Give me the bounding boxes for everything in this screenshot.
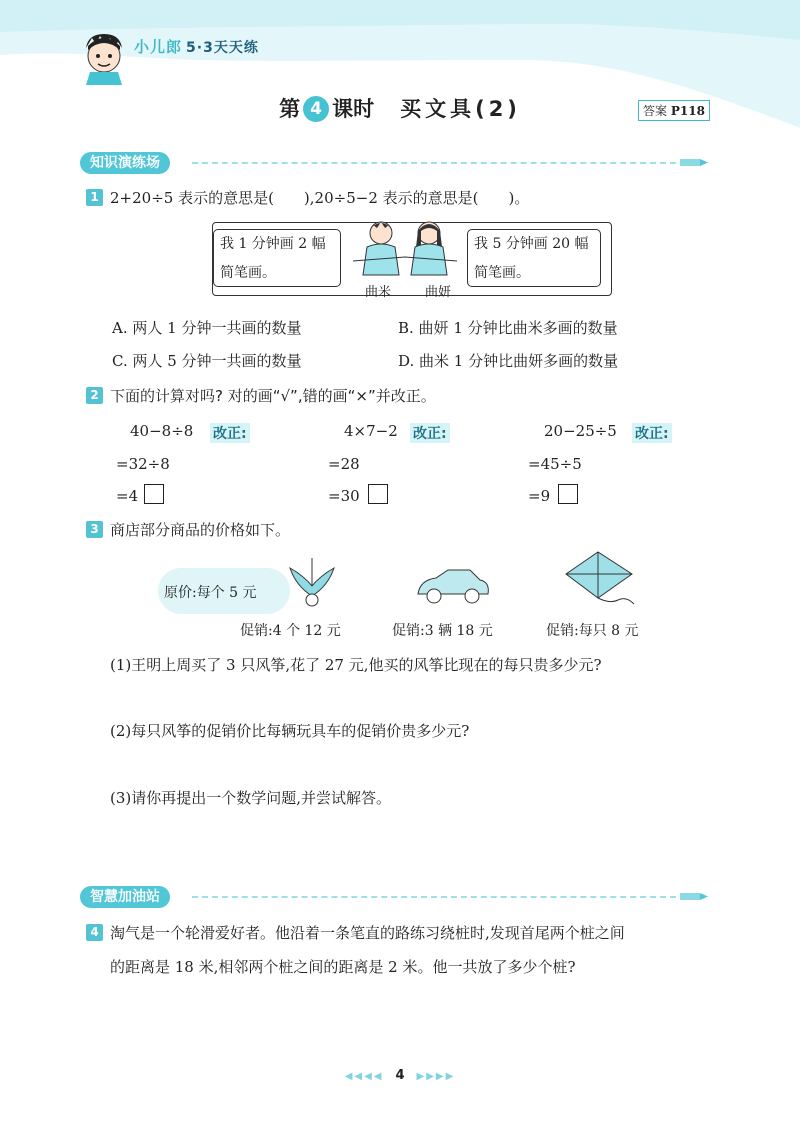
question-number: 3 (86, 521, 103, 538)
q4-text-line1: 淘气是一个轮滑爱好者。他沿着一条笔直的路练习绕桩时,发现首尾两个桩之间 (110, 924, 625, 942)
q1-text: 2+20÷5 表示的意思是( ),20÷5−2 表示的意思是( )。 (110, 189, 530, 207)
answer-checkbox[interactable] (144, 484, 164, 504)
page-number: 4 (395, 1068, 405, 1083)
calc3-line3: =9 (528, 487, 551, 505)
calc2-line3: =30 (328, 487, 360, 505)
calc1-line1: 40−8÷8 (130, 422, 194, 440)
promo-price-2: 促销:3 辆 18 元 (392, 623, 493, 639)
correction-label: 改正: (210, 423, 250, 443)
kite-illustration (560, 548, 638, 610)
section-title: 智慧加油站 (80, 886, 170, 908)
bubble-left-line2: 简笔画。 (220, 265, 276, 281)
correction-label: 改正: (410, 423, 450, 443)
pencil-icon (680, 157, 708, 168)
q3-text: 商店部分商品的价格如下。 (110, 521, 291, 539)
brand-name: 小儿郎 (134, 38, 183, 56)
lesson-suffix: 课时 (332, 97, 375, 121)
dashed-divider (192, 896, 676, 898)
lesson-prefix: 第 (279, 97, 301, 121)
calc1-line3: =4 (116, 487, 139, 505)
question-number: 2 (86, 387, 103, 404)
option-a: A. 两人 1 分钟一共画的数量 (112, 319, 302, 337)
toy-car-illustration (414, 566, 492, 606)
q3-subquestion-1: (1)王明上周买了 3 只风筝,花了 27 元,他买的风筝比现在的每只贵多少元? (110, 656, 602, 674)
page-footer (0, 1068, 800, 1083)
name-label-right: 曲妍 (425, 285, 452, 300)
option-c: C. 两人 5 分钟一共画的数量 (112, 352, 302, 370)
option-d: D. 曲米 1 分钟比曲妍多画的数量 (398, 352, 619, 370)
section-banner-practice (80, 152, 710, 174)
series-brand (134, 36, 259, 57)
answer-reference (638, 100, 710, 121)
section-banner-challenge (80, 886, 710, 908)
q1-illustration-box (212, 222, 612, 300)
answer-checkbox[interactable] (368, 484, 388, 504)
answer-checkbox[interactable] (558, 484, 578, 504)
calc3-line1: 20−25÷5 (544, 422, 617, 440)
answer-label: 答案 (643, 104, 668, 118)
bubble-left-line1: 我 1 分钟画 2 幅 (220, 236, 326, 252)
original-price: 原价:每个 5 元 (164, 585, 257, 601)
q4-text-line2: 的距离是 18 米,相邻两个桩之间的距离是 2 米。他一共放了多少个桩? (110, 958, 576, 976)
q3-subquestion-3: (3)请你再提出一个数学问题,并尝试解答。 (110, 789, 392, 807)
calc2-line2: =28 (328, 455, 360, 473)
question-number: 4 (86, 924, 103, 941)
promo-price-1: 促销:4 个 12 元 (240, 623, 341, 639)
calc1-line2: =32÷8 (116, 455, 170, 473)
question-number: 1 (86, 189, 103, 206)
calc2-line1: 4×7−2 (344, 422, 398, 440)
arrows-left-icon: ◀◀◀◀ (344, 1071, 384, 1082)
speech-bubble-left (213, 229, 341, 287)
bubble-right-line2: 简笔画。 (474, 265, 530, 281)
toy-bird-illustration (282, 556, 342, 610)
speech-bubble-right (467, 229, 601, 287)
calc3-line2: =45÷5 (528, 455, 582, 473)
lesson-topic: 买文具(2) (400, 97, 521, 121)
bubble-right-line1: 我 5 分钟画 20 幅 (474, 236, 589, 252)
dashed-divider (192, 162, 676, 164)
section-title: 知识演练场 (80, 152, 170, 174)
q2-text: 下面的计算对吗? 对的画“√”,错的画“×”并改正。 (110, 387, 436, 405)
q3-subquestion-2: (2)每只风筝的促销价比每辆玩具车的促销价贵多少元? (110, 722, 470, 740)
correction-label: 改正: (632, 423, 672, 443)
series-name: 5·3天天练 (186, 40, 259, 56)
arrows-right-icon: ▶▶▶▶ (416, 1071, 456, 1082)
children-drawing-illustration (345, 217, 467, 283)
pencil-icon (680, 891, 708, 902)
promo-price-3: 促销:每只 8 元 (546, 623, 639, 639)
answer-page: P118 (670, 104, 705, 118)
option-b: B. 曲妍 1 分钟比曲米多画的数量 (398, 319, 618, 337)
lesson-number-badge: 4 (303, 96, 329, 122)
name-label-left: 曲米 (365, 285, 392, 300)
boy-mascot-logo (78, 30, 128, 85)
